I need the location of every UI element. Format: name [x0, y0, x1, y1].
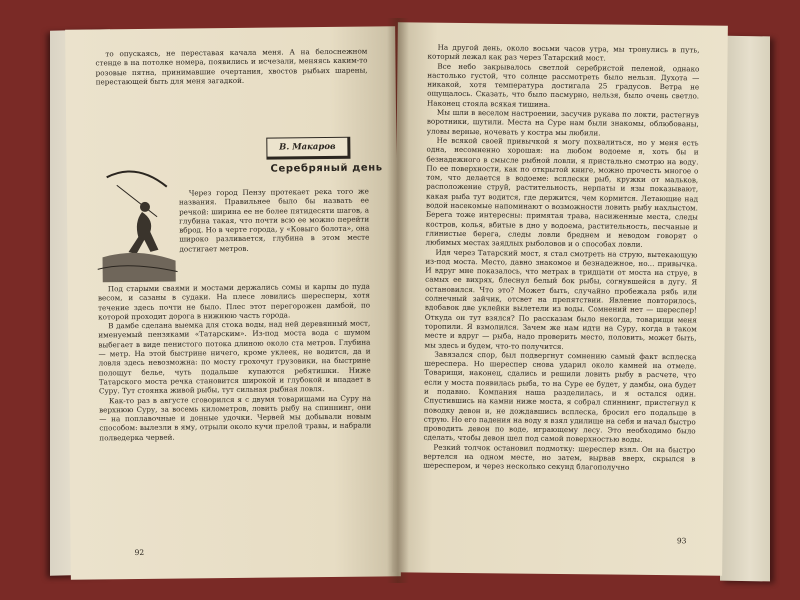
paragraph: Все небо закрывалось светлой серебристой пеленой, однако настолько густой, что солнце рассмотреть было нельзя. Духота — никакой, хотя температура достигала 25 градусов. Ветра не ощущалось. Сказать, что было пасмурно, нельзя, было очень светло. Наконец стояла всякая тишина.: [426, 61, 700, 109]
author-box: В. Макаров: [266, 137, 350, 160]
page-number-right: 93: [676, 536, 687, 546]
paragraph: то опускаясь, не переставая качала меня. А на белоснежном стенде в на потолке номера, появились и исчезали, меняясь каким-то розовые пятна, принимавшие очертания, хвостов рыбьих шарены, перестающей быть для меня загадкой.: [95, 46, 368, 87]
paragraph: Как-то раз в августе сговорился я с двумя товарищами на Суру на верхнюю Суру, за восемь километров, ловить рыбу на спиннинг, они — на поплавочные и донные удочки. Червей мы добывали новым способом: вылезли в яму, отрыли около кучи прелой травы, и набрали полведерка червей.: [99, 393, 372, 443]
right-page-edges: [720, 36, 770, 582]
open-book: [30, 18, 770, 583]
fisherman-illustration: [96, 157, 177, 283]
paragraph: Резкий толчок остановил подмотку: шереспер взял. Он на быстро вертелся на одном месте, но затем, вырвав вверх, скрылся в шереспером, и через несколько секунд благополучно: [423, 442, 696, 473]
page-number-left: 92: [134, 547, 145, 558]
left-page: [65, 26, 401, 579]
article-title: Серебряный день: [270, 162, 383, 175]
left-top-text: [95, 47, 368, 145]
paragraph: На другой день, около восьми часов утра, мы тронулись в путь, который лежал как раз через Татарский мост.: [427, 42, 700, 63]
left-text-after-title: [179, 187, 370, 279]
book-gutter: [387, 18, 409, 583]
paragraph: Не всякой своей привычкой я могу похвалиться, но у меня есть одна, несомненно хорошая: на любом водоеме я, хоть бы и безнадежного в смысле рыбной ловли, я пристально смотрю на воду. По ее поверхности, как по открытой книге, можно прочесть многое о том, что делается в водоеме: всплески рыб, кружки от мальков, расположение струй, растительность, нерпаты и язы показывают, какая рыба тут водится, где держится, чем кормится. Летающие над водой насекомые напоминают о возможности ловить рыбу нахлыстом. Берега тоже интересны: примятая трава, насиженные места, следы костров, колья, вбитые в дно у водоема, растительность, песчаные и глинистые берега, следы ловли бреднем и неводом говорят о любимых местах заядлых рыболовов и о способах ловли.: [425, 135, 699, 250]
right-page: [392, 22, 728, 575]
paragraph: Завязался спор, был подвергнут сомнению самый факт всплеска шереспера. Но шереспер снова ударил около камней на отмеле. Товарищи, наконец, сдались и решили ловить рыбу в расчете, что если у моста появилась рыба, то на Суре ее будет, у дамбы, она будет и подавно. Компания наша разделилась, и я остался один. Спустившись на камни ниже моста, я собрал спиннинг, пристегнул к поводку девон и, не дождавшись всплеска, бросил его подальше в струю. Но его падения на воду я взял удилище на себя и начал быстро проводить девон по воде, играющему лесу. Это необходимо было сделать, чтобы девон шел под самой поверхностью воды.: [423, 349, 697, 445]
paragraph: В дамбе сделана выемка для стока воды, над ней деревянный мост, именуемый пензяками «Татарским». Из-под моста вода с шумом выбегает в виде пенистого потока длиною около ста метров. Глубина — метр. На этой быстрине ничего, кроме уклеек, не водится, да и ловля здесь невозможна: по мосту грохочут грузовики, на быстрине полощут белье, чуть подальше купаются ребятишки. Ниже Татарского моста речка становится широкой и глубокой и впадает в Суру. Тут стоянка живой рыбы, тут сильная рыбная ловля.: [98, 318, 371, 396]
paragraph: Идя через Татарский мост, я стал смотреть на струю, вытекающую из-под моста. Место, давно знакомое и безнадежное, но... привычка. И вдруг мне показалось, что метрах в тридцати от моста на струе, в самых ее вихрях, блеснул белый бок рыбы, согнувшейся в дугу. Я остановился. Что это? Может быть, случайно пробежала рябь или солнечный зайчик, отсвет на препятствии. Явление повторилось, вдобавок две уклейки вылетели из воды. Сомнений нет — шереспер! Откуда он тут взялся? По рассказам было некогда, товарищи меня торопили. Я взмолился. Зачем же нам идти на Суру, когда в таком месте и вдруг — рыба, надо проверить место, половить, может быть, мы здесь и будем, что-то получится.: [424, 247, 698, 351]
right-text: [422, 43, 699, 546]
paragraph: Мы шли в веселом настроении, засучив рукава по локти, растегнув воротники, шутили. Места на Суре нам были знакомы, облюбованы, уловы верные, ночевать у костра мы любили.: [426, 107, 699, 138]
paragraph: Под старыми сваями и мостами держались сомы и карпы до пуда весом, и сазаны в судаки. На плесе ловились шересперы, хотя течение здесь почти не было. Плес этот перегорожен дамбой, по которой проходит дорога в нижнюю часть города.: [97, 281, 371, 322]
left-lower-text: [98, 282, 373, 535]
paragraph: Через город Пензу протекает река того же названия. Правильнее было бы назвать ее речкой: ширина ее не более пятидесяти шагов, а глубина такая, что почти всю ее можно перейти вброд. Но в черте города, у «Ковыго болота», она широко разливается, глубина в этом месте достигает метров.: [178, 186, 370, 254]
